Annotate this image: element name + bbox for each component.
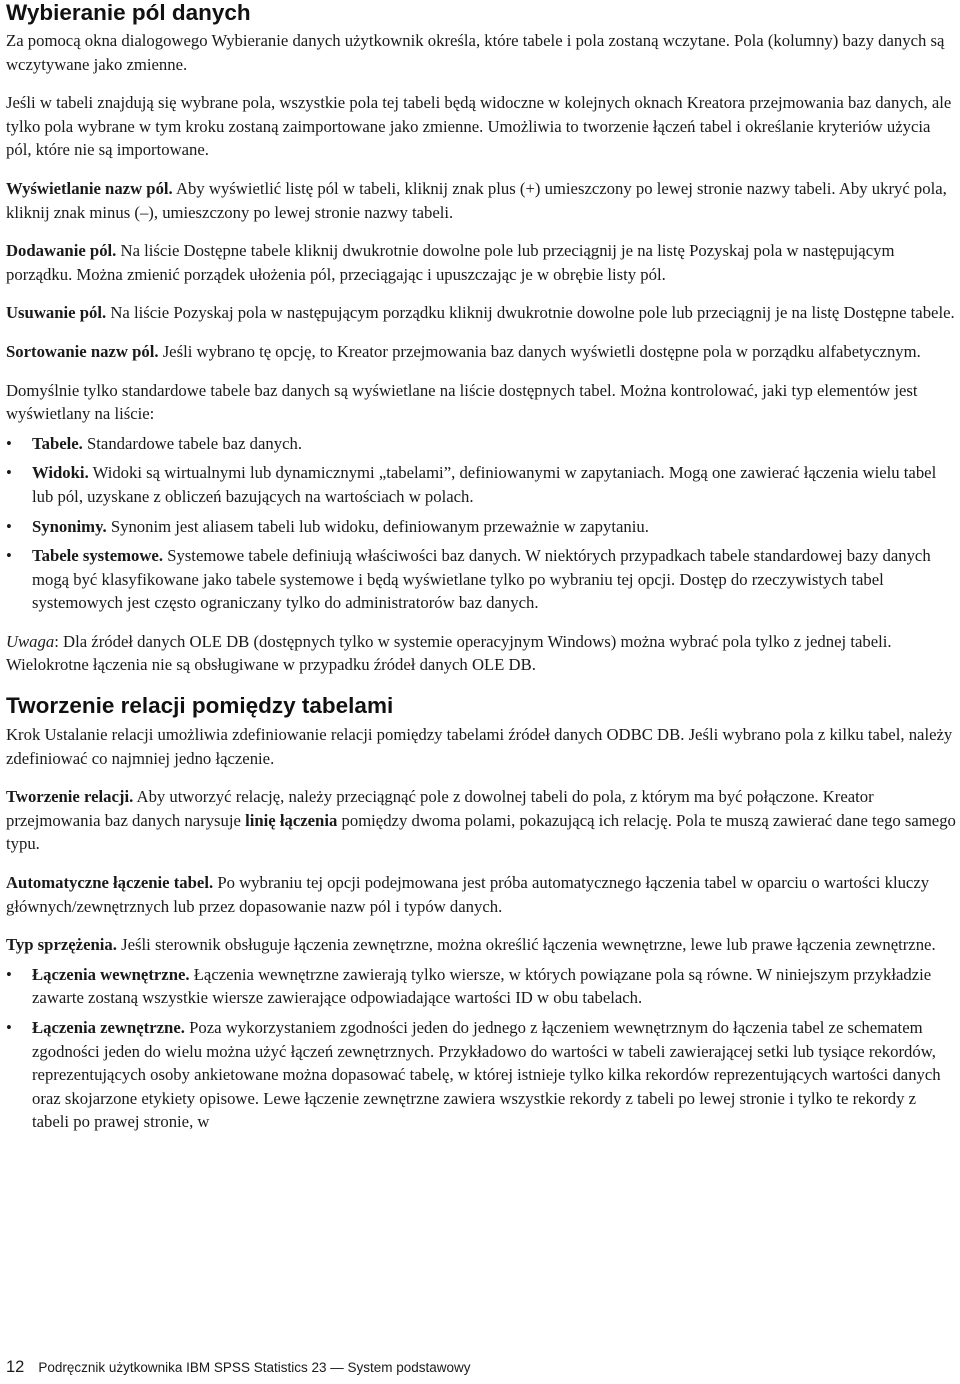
bullet: • bbox=[6, 433, 12, 453]
footer-text: Podręcznik użytkownika IBM SPSS Statistics 23 — System podstawowy bbox=[38, 1360, 471, 1375]
bold-phrase: linię łączenia bbox=[245, 810, 338, 830]
note-text: : Dla źródeł danych OLE DB (dostępnych tylko w systemie operacyjnym Windows) można wybrać pola tylko z jednej tabeli. Wielokrotne łączenia nie są obsługiwane w przypadku źródeł danych OLE DB. bbox=[6, 631, 892, 675]
term: Sortowanie nazw pól. bbox=[6, 341, 159, 361]
paragraph bbox=[6, 301, 956, 325]
bullet: • bbox=[6, 964, 12, 984]
list-item bbox=[6, 1016, 956, 1134]
list-item bbox=[6, 515, 956, 539]
note bbox=[6, 630, 956, 677]
bullet-list bbox=[6, 432, 956, 615]
list-item bbox=[6, 461, 956, 508]
term-text: Na liście Dostępne tabele kliknij dwukrotnie dowolne pole lub przeciągnij je na listę Pozyskaj pola w następującym porządku. Można zmienić porządek ułożenia pól, przeciągając i upuszczając je w obrębie listy pól. bbox=[6, 241, 895, 284]
term-text: Po wybraniu tej opcji podejmowana jest próba automatycznego łączenia tabel w oparciu o wartości kluczy głównych/zewnętrznych lub przez dopasowanie nazw pól i typów danych. bbox=[6, 873, 930, 916]
paragraph bbox=[6, 785, 956, 856]
term: Widoki. bbox=[32, 463, 89, 483]
document-page bbox=[6, 0, 956, 1134]
paragraph: Domyślnie tylko standardowe tabele baz danych są wyświetlane na liście dostępnych tabel. Można kontrolować, jaki typ elementów jest wyświetlany na liście: bbox=[6, 380, 918, 424]
paragraph bbox=[6, 177, 956, 224]
term: Synonimy. bbox=[32, 516, 107, 536]
term: Łączenia zewnętrzne. bbox=[32, 1018, 185, 1037]
list-item bbox=[6, 544, 956, 615]
paragraph bbox=[6, 871, 956, 918]
paragraph bbox=[6, 933, 956, 957]
bullet: • bbox=[6, 463, 12, 483]
term-text: Jeśli sterownik obsługuje łączenia zewnętrzne, można określić łączenia wewnętrzne, lewe lub prawe łączenia zewnętrzne. bbox=[116, 935, 936, 955]
section-heading: Tworzenie relacji pomiędzy tabelami bbox=[6, 693, 394, 719]
paragraph bbox=[6, 340, 956, 364]
list-item bbox=[6, 432, 956, 456]
term: Tabele systemowe. bbox=[32, 546, 164, 566]
term: Tabele. bbox=[32, 433, 83, 453]
paragraph: Za pomocą okna dialogowego Wybieranie danych użytkownik określa, które tabele i pola zostaną wczytane. Pola (kolumny) bazy danych są wczytywane jako zmienne. bbox=[6, 31, 945, 74]
bullet: • bbox=[6, 546, 12, 566]
paragraph: Krok Ustalanie relacji umożliwia zdefiniowanie relacji pomiędzy tabelami źródeł danych ODBC DB. Jeśli wybrano pola z kilku tabel, należy zdefiniować co najmniej jedno łączenie. bbox=[6, 725, 953, 768]
bullet: • bbox=[6, 516, 12, 536]
term: Automatyczne łączenie tabel. bbox=[6, 873, 214, 893]
section-heading: Wybieranie pól danych bbox=[6, 0, 251, 25]
term: Dodawanie pól. bbox=[6, 241, 117, 261]
bullet-list bbox=[6, 963, 956, 1134]
term-text: Łączenia wewnętrzne zawierają tylko wiersze, w których powiązane pola są równe. W niniejszym przykładzie zawarte zostaną wszystkie wiersze zawierające odpowiadające wartości ID w obu tabelach. bbox=[32, 964, 932, 1008]
term-text: Standardowe tabele baz danych. bbox=[82, 433, 303, 453]
term-text: pomiędzy dwoma polami, pokazującą ich relację. Pola te muszą zawierać dane tego samego typu. bbox=[6, 810, 956, 854]
term-text: Synonim jest aliasem tabeli lub widoku, definiowanym przeważnie w zapytaniu. bbox=[106, 516, 649, 536]
bullet: • bbox=[6, 1018, 12, 1037]
term-text: Poza wykorzystaniem zgodności jeden do jednego z łączeniem wewnętrznym do łączenia tabel ze schematem zgodności jeden do wielu można użyć łączeń zewnętrznych. Przykładowo do wartości w tabeli zawierającej setki lub tysiące rekordów, reprezentujących osoby ankietowane można dopasować tabelę, w której istnieje tylko kilka rekordów reprezentujących wartości danych oraz skojarzone etykiety opisowe. Lewe łączenie zewnętrzne zawiera wszystkie rekordy z tabeli po lewej stronie i tylko te rekordy z tabeli po prawej stronie, w bbox=[32, 1018, 941, 1132]
term: Usuwanie pól. bbox=[6, 303, 107, 323]
term: Wyświetlanie nazw pól. bbox=[6, 178, 173, 198]
term-text: Jeśli wybrano tę opcję, to Kreator przejmowania baz danych wyświetli dostępne pola w porządku alfabetycznym. bbox=[158, 341, 921, 361]
term-text: Systemowe tabele definiują właściwości baz danych. W niektórych przypadkach tabele standardowej bazy danych mogą być klasyfikowane jako tabele systemowe i będą wyświetlane tylko po wybraniu tej opcji. Dostęp do rzeczywistych tabel systemowych jest często ograniczany tylko do administratorów baz danych. bbox=[32, 546, 931, 613]
term-text: Aby wyświetlić listę pól w tabeli, kliknij znak plus (+) umieszczony po lewej stronie nazwy tabeli. Aby ukryć pola, kliknij znak minus (–), umieszczony po lewej stronie nazwy tabeli. bbox=[6, 178, 947, 222]
term: Łączenia wewnętrzne. bbox=[32, 964, 190, 984]
page-number: 12 bbox=[6, 1358, 25, 1376]
paragraph bbox=[6, 239, 956, 286]
term-text: Aby utworzyć relację, należy przeciągnąć pole z dowolnej tabeli do pola, z którym ma być połączone. Kreator przejmowania baz danych narysuje bbox=[6, 787, 874, 830]
term: Typ sprzężenia. bbox=[6, 935, 117, 955]
paragraph: Jeśli w tabeli znajdują się wybrane pola, wszystkie pola tej tabeli będą widoczne w kolejnych oknach Kreatora przejmowania baz danych, ale tylko pola wybrane w tym kroku zostaną zaimportowane jako zmienne. Umożliwia to tworzenie łączeń tabel i określanie kryteriów użycia pól, które nie są importowane. bbox=[6, 93, 952, 160]
list-item bbox=[6, 963, 956, 1010]
term: Tworzenie relacji. bbox=[6, 787, 134, 807]
note-label: Uwaga bbox=[6, 631, 55, 651]
page-footer bbox=[6, 1358, 471, 1377]
term-text: Widoki są wirtualnymi lub dynamicznymi „tabelami”, definiowanymi w zapytaniach. Mogą one zawierać łączenia wielu tabel lub pól, uzyskane z obliczeń bazujących na wartościach w polach. bbox=[32, 463, 937, 506]
term-text: Na liście Pozyskaj pola w następującym porządku kliknij dwukrotnie dowolne pole lub przeciągnij je na listę Dostępne tabele. bbox=[106, 303, 955, 323]
